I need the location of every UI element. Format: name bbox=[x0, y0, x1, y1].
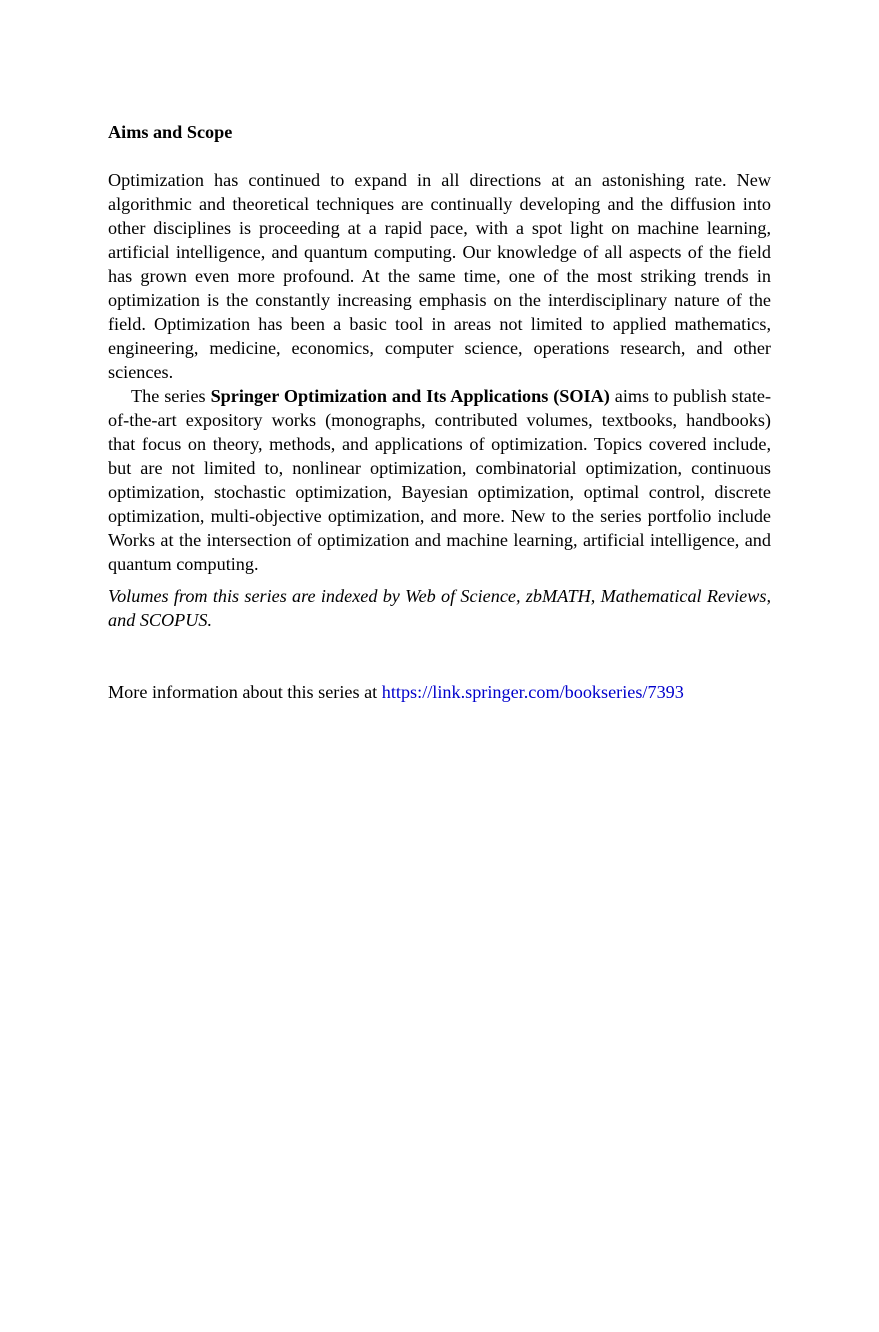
more-info-line bbox=[108, 680, 771, 704]
series-suffix-text: aims to publish state-of-the-art expository works (monographs, contributed volumes, textbooks, handbooks) that focus on theory, methods, and applications of optimization. Topics covered include, but are not limited to, nonlinear optimization, combinatorial optimization, continuous optimization, stochastic optimization, Bayesian optimization, optimal control, discrete optimization, multi-objective optimization, and more. New to the series portfolio include Works at the intersection of optimization and machine learning, artificial intelligence, and quantum computing. bbox=[108, 386, 772, 574]
series-prefix-text: The series bbox=[131, 386, 211, 406]
page-content bbox=[108, 120, 771, 704]
series-name: Springer Optimization and Its Applications (SOIA) bbox=[210, 386, 610, 406]
section-heading: Aims and Scope bbox=[108, 122, 233, 142]
more-info-text: More information about this series at bbox=[108, 682, 382, 702]
paragraph-optimization-overview: Optimization has continued to expand in all directions at an astonishing rate. New algorithmic and theoretical techniques are continually developing and the diffusion into other disciplines is proceeding at a rapid pace, with a spot light on machine learning, artificial intelligence, and quantum computing. Our knowledge of all aspects of the field has grown even more profound. At the same time, one of the most striking trends in optimization is the constantly increasing emphasis on the interdisciplinary nature of the field. Optimization has been a basic tool in areas not limited to applied mathematics, engineering, medicine, economics, computer science, operations research, and other sciences. bbox=[108, 170, 771, 382]
paragraph-series-description bbox=[108, 384, 771, 576]
indexing-note: Volumes from this series are indexed by Web of Science, zbMATH, Mathematical Reviews, and SCOPUS. bbox=[108, 586, 771, 630]
series-link[interactable]: https://link.springer.com/bookseries/7393 bbox=[381, 682, 684, 702]
